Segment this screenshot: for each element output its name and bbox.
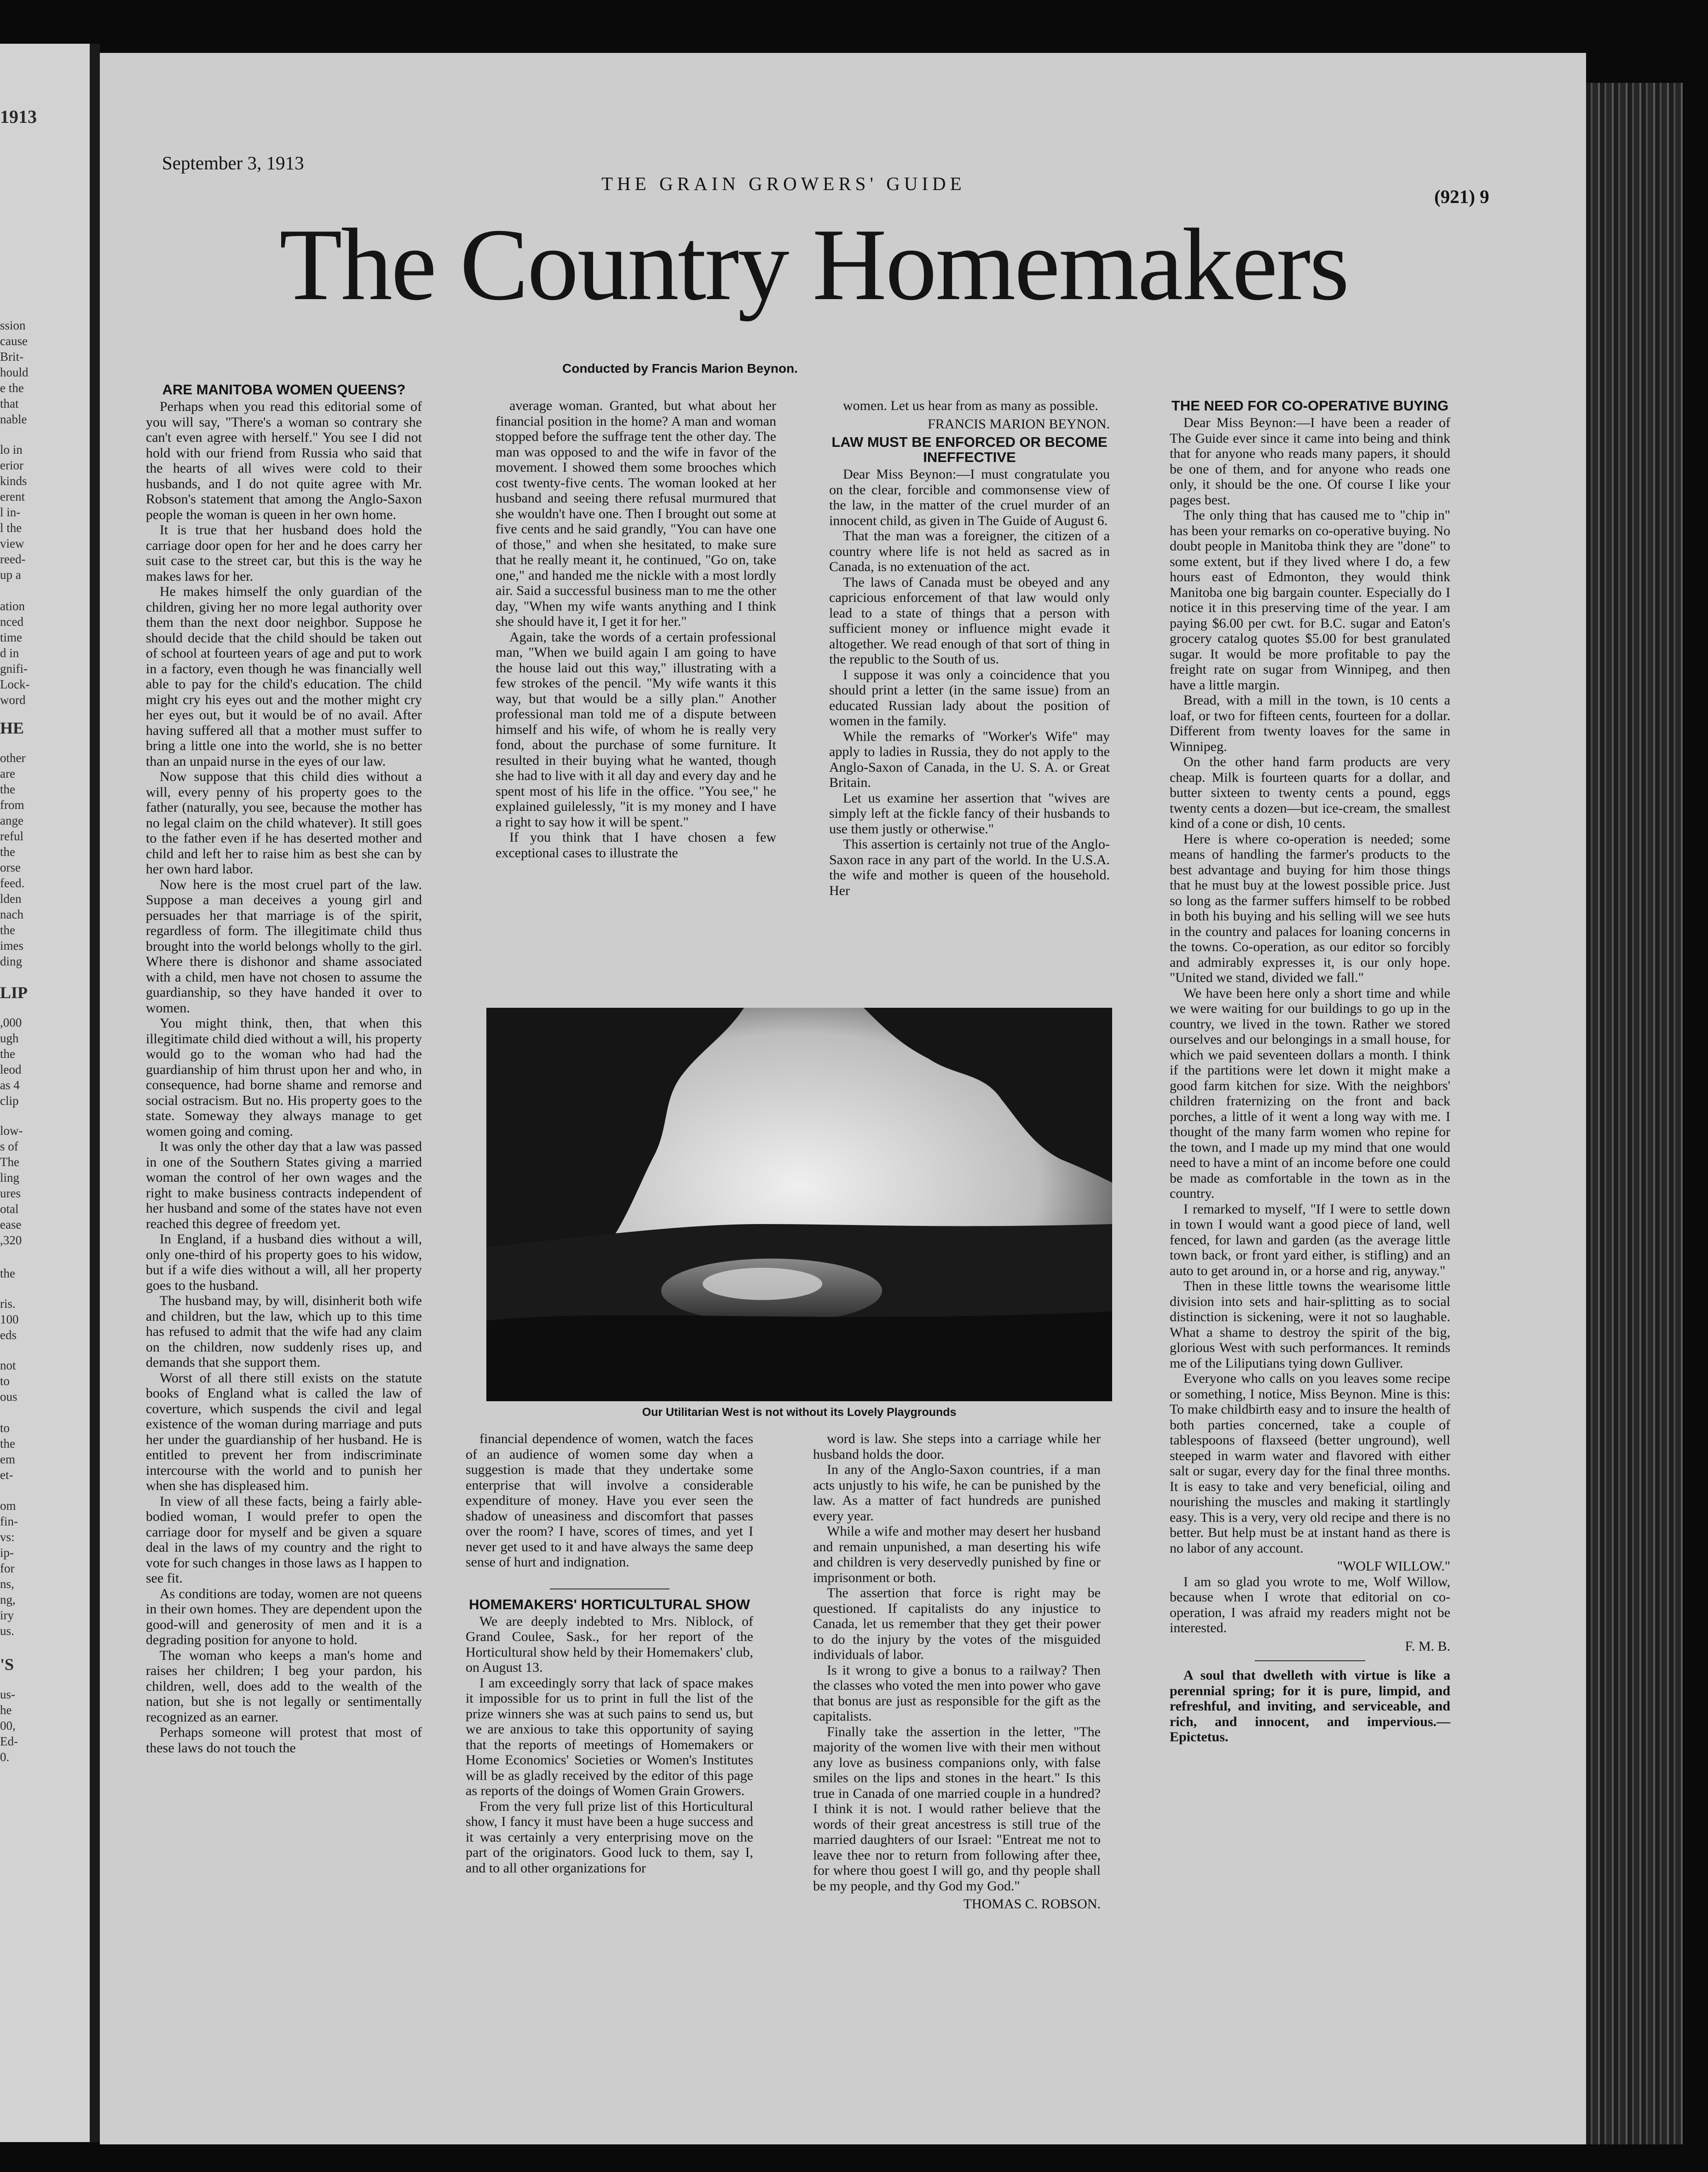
article-column-3-top: [829, 398, 1110, 898]
article-column-4: [1170, 398, 1450, 1745]
left-page-fragment-text: word: [0, 693, 26, 707]
paragraph: Perhaps when you read this editorial some of you will say, "There's a woman so contrary she can't even agree with herself." You see I did not hold with our friend from Russia who said that the hearts of all wives were cold to their husbands, and I do not quite agree with Mr. Robson's statement that among the Anglo-Saxon people the woman is queen in her own home.: [146, 399, 422, 522]
paragraph: The husband may, by will, disinherit both wife and children, but the law, which up to this time has refused to admit that the wife had any claim on the children, now suddenly rises up, and demands that she support them.: [146, 1293, 422, 1370]
left-page-fragment-text: iry: [0, 1608, 14, 1622]
left-page-fragment-text: as 4: [0, 1078, 20, 1092]
paragraph: We have been here only a short time and while we were waiting for our buildings to go up in the country, we lived in the town. Rather we stored ourselves and our belongings in a small house, for which we paid seventeen dollars a month. I think if the partitions were let down it might make a good farm kitchen for size. With the neighbors' children fraternizing on the front and back porches, a little of it went a long way with me. I thought of the many farm women who repine for the town, and I made up my mind that one would need to have a mint of an income before one could be made as comfortable in the town as in the country.: [1170, 985, 1450, 1201]
left-page-fragment-text: om: [0, 1499, 16, 1513]
left-page-fragment-text: ssion: [0, 318, 26, 332]
article-body-law-enforced: [829, 467, 1110, 898]
left-page-fragment-text: nable: [0, 412, 27, 426]
paragraph: While the remarks of "Worker's Wife" may apply to ladies in Russia, they do not apply to the Anglo-Saxon of Canada, in the U. S. A. or Great Britain.: [829, 728, 1110, 790]
left-page-fragment-text: feed.: [0, 876, 25, 890]
article-title-manitoba-women: ARE MANITOBA WOMEN QUEENS?: [162, 381, 406, 398]
paragraph: You might think, then, that when this illegitimate child died without a will, his property would go to the woman who had had the guardianship of him thrust upon her and who, in consequence, had borne shame and remorse and social ostracism. But no. His property goes to the state. Someway they always manage to get women going and coming.: [146, 1016, 422, 1139]
left-page-fragment-text: nced: [0, 615, 23, 629]
article-body-2-bottom: [466, 1431, 753, 1570]
left-page-fragment-text: ation: [0, 599, 25, 613]
paragraph: I am so glad you wrote to me, Wolf Willow, because when I wrote that editorial on co-operation, I was afraid my readers might not be interested.: [1170, 1574, 1450, 1635]
paragraph: Then in these little towns the wearisome little division into sets and hair-splitting as to social distinction is sickening, were it not so laughable. What a shame to destroy the spirit of the big, glorious West with such performances. It reminds me of the Liliputians tying down Gulliver.: [1170, 1278, 1450, 1371]
paragraph: Bread, with a mill in the town, is 10 cents a loaf, or two for fifteen cents, fourteen for a dollar. Different from twenty loaves for the same in Winnipeg.: [1170, 693, 1450, 754]
paragraph: financial dependence of women, watch the faces of an audience of women some day when a suggestion is made that they undertake some enterprise that will involve a considerable expenditure of money. Have you ever seen the shadow of uneasiness and discomfort that passes over the room? I have, scores of times, and yet I never get used to it and have always the same deep sense of hurt and indignation.: [466, 1431, 753, 1570]
left-page-fragment-text: ip-: [0, 1546, 14, 1560]
paragraph: From the very full prize list of this Horticultural show, I fancy it must have been a huge success and it was certainly a very enterprising move on the part of the originators. Good luck to them, say I, and to all other organizations for: [466, 1798, 753, 1876]
article-column-3-bottom: [813, 1431, 1101, 1912]
paragraph: Perhaps someone will protest that most of these laws do not touch the: [146, 1725, 422, 1756]
divider-rule: [1255, 1660, 1365, 1661]
paragraph: Worst of all there still exists on the statute books of England what is called the law of coverture, which suspends the civil and legal existence of the woman during marriage and puts her under the guardianship of her husband. He is entitled to prevent her from indiscriminate intercourse with the world and to punish her when she has displeased him.: [146, 1370, 422, 1493]
paragraph: It is true that her husband does hold the carriage door open for her and he does carry her suit case to the street car, but this is the way he makes laws for her.: [146, 522, 422, 584]
left-page-fragment-text: other: [0, 751, 26, 765]
left-page-fragment-text: et-: [0, 1468, 13, 1482]
article-body-3-bottom: [813, 1431, 1101, 1894]
left-page-fragment-text: ns,: [0, 1577, 14, 1591]
left-page-fragment-text: that: [0, 397, 19, 410]
article-column-1: [146, 382, 422, 1756]
left-page-fragment-text: ,320: [0, 1233, 22, 1247]
page-number: (921) 9: [1434, 186, 1489, 207]
left-page-fragment-text: hould: [0, 365, 29, 379]
left-page-fragment-text: us.: [0, 1624, 14, 1638]
left-page-fragment-text: up a: [0, 568, 21, 582]
paragraph: Here is where co-operation is needed; some means of handling the farmer's products to the best advantage and buying for him those things that he must buy at the lowest possible price. Just so long as the farmer suffers himself to be robbed in both his buying and his selling will we see huts in the country and palaces for loaning concerns in the towns. Co-operation, as our editor so forcibly and admirably expresses it, is our only hope. "United we stand, divided we fall.": [1170, 831, 1450, 985]
left-page-fragment-text: Ed-: [0, 1734, 18, 1748]
article-title-law-enforced: LAW MUST BE ENFORCED OR BECOME INEFFECTIVE: [831, 434, 1108, 465]
epictetus-quote: A soul that dwelleth with virtue is like a perennial spring; for it is pure, limpid, and refreshful, and inviting, and serviceable, and rich, and innocent, and impervious.—Epictetus.: [1170, 1668, 1450, 1745]
signature-robson: THOMAS C. ROBSON.: [963, 1896, 1101, 1912]
left-page-fragment-text: ris.: [0, 1297, 16, 1311]
paragraph: I suppose it was only a coincidence that you should print a letter (in the same issue) from an educated Russian lady about the position of women in the family.: [829, 667, 1110, 728]
page-gutter: [90, 44, 100, 2142]
left-page-fragment-text: the: [0, 845, 15, 859]
left-page-fragment-text: nach: [0, 907, 23, 921]
photo-caption: Our Utilitarian West is not without its Lovely Playgrounds: [642, 1406, 957, 1419]
article-body-2-top: [496, 398, 776, 861]
left-page-fragment-text: gnifi-: [0, 662, 28, 676]
left-page-fragment-text: ugh: [0, 1031, 19, 1045]
left-page-fragment-text: l in-: [0, 505, 21, 519]
paragraph: While a wife and mother may desert her husband and remain unpunished, a man deserting his wife and children is very deservedly punished by fine or imprisonment or both.: [813, 1524, 1101, 1585]
article-title-cooperative-buying: THE NEED FOR CO-OPERATIVE BUYING: [1171, 398, 1449, 414]
left-page-fragment-text: view: [0, 537, 24, 550]
left-page-fragment-text: fin-: [0, 1514, 18, 1528]
left-page-fragment-text: ease: [0, 1218, 22, 1231]
signature-fmb: F. M. B.: [1405, 1638, 1450, 1654]
left-page-fragment-text: 'S: [0, 1655, 14, 1674]
left-page-fragment-text: erior: [0, 458, 23, 472]
article-title-horticultural-show: HOMEMAKERS' HORTICULTURAL SHOW: [469, 1596, 750, 1612]
paragraph: We are deeply indebted to Mrs. Niblock, of Grand Coulee, Sask., for her report of the Horticultural show held by their Homemakers' club, on August 13.: [466, 1613, 753, 1675]
byline: Conducted by Francis Marion Beynon.: [562, 361, 798, 375]
left-page-fragment-text: eds: [0, 1328, 17, 1342]
left-page-fragment-text: em: [0, 1452, 15, 1466]
left-page-fragment-text: erent: [0, 490, 25, 503]
left-page-fragment-text: the: [0, 782, 15, 796]
left-page-fragment-text: LIP: [0, 983, 28, 1002]
left-page-fragment-text: ,000: [0, 1016, 22, 1029]
landscape-photo: [486, 1008, 1112, 1401]
article-body-cooperative: [1170, 415, 1450, 1556]
paragraph: Let us examine her assertion that "wives are simply left at the fickle fancy of their husbands to use them justly or otherwise.": [829, 790, 1110, 837]
article-body-horticultural: [466, 1614, 753, 1876]
binding-edge: [1586, 83, 1683, 2144]
left-page-fragment-text: Brit-: [0, 350, 23, 364]
paragraph: Now suppose that this child dies without a will, every penny of his property goes to the father (naturally, you see, because the mother has no legal claim on the child whatever). It still goes to the father even if he has deserted mother and child and left her to raise him as best she can by her own hard labor.: [146, 769, 422, 877]
newspaper-page: [100, 53, 1586, 2144]
left-page-fragment-text: The: [0, 1155, 19, 1169]
article-body-3-top: [829, 398, 1110, 414]
paragraph: I am exceedingly sorry that lack of space makes it impossible for us to print in full the list of the prize winners she was at such pains to send us, but we are anxious to take this opportunity of saying that the reports of meetings of Homemakers or Home Economics' Societies or Women's Institutes will be as gladly received by the editor of this page as reports of the doings of Women Grain Growers.: [466, 1675, 753, 1798]
left-page-fragment-text: 100: [0, 1312, 19, 1326]
paragraph: If you think that I have chosen a few exceptional cases to illustrate the: [496, 830, 776, 861]
paragraph: Again, take the words of a certain professional man, "When we build again I am going to have the house laid out this way," illustrating with a few strokes of the pencil. "My wife wants it this way, but that would be a silly plan." Another professional man told me of a dispute between himself and his wife, of whom he is really very fond, about the purchase of some furniture. It resulted in their buying what he wanted, though she had to live with it all day and every day and he spent most of his life in the office. "You see," he explained guilelessly, "it is my money and I have a right to say how it will be spent.": [496, 629, 776, 830]
issue-date: September 3, 1913: [162, 152, 304, 173]
left-page-fragment-text: 00,: [0, 1719, 16, 1733]
left-page-fragment-text: time: [0, 630, 22, 644]
left-page-fragment-text: ling: [0, 1171, 20, 1184]
left-page-fragment-text: ous: [0, 1390, 17, 1404]
paragraph: Everyone who calls on you leaves some recipe or something, I notice, Miss Beynon. Mine is this: To make childbirth easy and to insure the health of both parties concerned, take a couple of tablespoons of flaxseed (better unground), well steeped in warm water and flavored with either salt or sugar, every day for the final three months. It is easy to take and very beneficial, oiling and nourishing the muscles and making it startlingly easy. This is a very, very old recipe and there is no better. But help must be at instant hand as there is no labor of any account.: [1170, 1371, 1450, 1556]
article-column-2-bottom: [466, 1431, 753, 1876]
left-page-fragment-text: l the: [0, 521, 22, 535]
paragraph: In any of the Anglo-Saxon countries, if a man acts unjustly to his wife, he can be punished by the law. As a matter of fact hundreds are punished every year.: [813, 1462, 1101, 1524]
left-page-fragment-text: Lock-: [0, 677, 30, 691]
paragraph: Dear Miss Beynon:—I must congratulate you on the clear, forcible and commonsense view of the law, in the matter of the cruel murder of an innocent child, as given in The Guide of August 6.: [829, 467, 1110, 528]
left-page-fragment-text: ange: [0, 814, 23, 827]
paragraph: It was only the other day that a law was passed in one of the Southern States giving a married woman the control of her own wages and the right to make business contracts independent of her husband and some of the states have not even reached this degree of freedom yet.: [146, 1139, 422, 1231]
left-page-fragment-text: ding: [0, 954, 23, 968]
paragraph: I remarked to myself, "If I were to settle down in town I would want a good piece of land, well fenced, for lawn and garden (as the average little town back, or front yard either, is stifling) and an auto to get around in, or a horse and rig, anyway.": [1170, 1201, 1450, 1278]
paragraph: Dear Miss Beynon:—I have been a reader of The Guide ever since it came into being and think that for anyone who reads many papers, it should be one of them, and for anyone who reads one only, it should be the one. Of course I like your pages best.: [1170, 415, 1450, 508]
left-page-fragment-text: lden: [0, 892, 22, 906]
left-page-fragment-text: reful: [0, 829, 23, 843]
paragraph: The assertion that force is right may be questioned. If capitalists do any injustice to Canada, let us remember that they get their power to do the injury by the votes of the misguided individuals of labor.: [813, 1585, 1101, 1662]
paragraph: In England, if a husband dies without a will, only one-third of his property goes to his widow, but if a wife dies without a will, all her property goes to the husband.: [146, 1231, 422, 1293]
left-page-fragment-text: vs:: [0, 1530, 15, 1544]
left-page-fragment-text: otal: [0, 1202, 19, 1216]
left-page-fragment: [0, 44, 90, 2142]
paragraph: The laws of Canada must be obeyed and any capricious enforcement of that law would only lead to a state of things that a person with sufficient money or influence might evade it altogether. We read enough of that sort of thing in the republic to the South of us.: [829, 574, 1110, 667]
masthead: The Country Homemakers: [279, 208, 1348, 322]
left-page-fragment-text: ng,: [0, 1593, 16, 1606]
left-page-fragment-text: the: [0, 923, 15, 937]
left-page-fragment-text: leod: [0, 1063, 22, 1076]
paragraph: The only thing that has caused me to "chip in" has been your remarks on co-operative buying. No doubt people in Manitoba think they are "done" to some extent, but if they lived where I do, a few hours east of Edmonton, they would think Manitoba one big bargain counter. Especially do I notice it in this preserving time of the year. I am paying $6.00 per cwt. for B.C. sugar and Eaton's grocery catalog quotes $5.00 for best granulated sugar. It would be more profitable to pay the freight rate on sugar from Winnipeg, and then have a little margin.: [1170, 508, 1450, 693]
left-page-fragment-text: clip: [0, 1094, 19, 1108]
left-page-year: 1913: [0, 106, 37, 127]
paragraph: This assertion is certainly not true of the Anglo-Saxon race in any part of the world. In the U.S.A. the wife and mother is queen of the household. Her: [829, 837, 1110, 898]
paragraph: On the other hand farm products are very cheap. Milk is fourteen quarts for a dollar, and butter sixteen to twenty cents a pound, eggs twenty cents a dozen—but ice-cream, the smallest kind of a cone or dish, 10 cents.: [1170, 754, 1450, 831]
signature-beynon: FRANCIS MARION BEYNON.: [928, 416, 1110, 432]
left-page-fragment-text: lo in: [0, 443, 23, 456]
paragraph: That the man was a foreigner, the citizen of a country where life is not held as sacred as in Canada, is no extenuation of the act.: [829, 528, 1110, 574]
left-page-fragment-text: not: [0, 1358, 16, 1372]
left-page-fragment-text: the: [0, 1437, 15, 1450]
signature-wolf-willow: "WOLF WILLOW.": [1337, 1559, 1450, 1574]
paragraph: women. Let us hear from as many as possible.: [843, 398, 1098, 413]
left-page-fragment-text: imes: [0, 939, 23, 953]
left-page-fragment-text: the: [0, 1047, 15, 1061]
paragraph: As conditions are today, women are not queens in their own homes. They are dependent upon the good-will and generosity of men and it is a degrading position for anyone to hold.: [146, 1586, 422, 1647]
paragraph: Now here is the most cruel part of the law. Suppose a man deceives a young girl and persuades her that marriage is of the spirit, regardless of form. The illegitimate child thus brought into the world belongs wholly to the girl. Where there is dishonor and shame associated with a child, men have not chosen to assume the guardianship, so they have handed it over to women.: [146, 877, 422, 1016]
left-page-fragment-text: cause: [0, 334, 28, 348]
left-page-fragment-text: he: [0, 1703, 12, 1717]
left-page-fragment-text: 0.: [0, 1750, 10, 1764]
paragraph: He makes himself the only guardian of the children, giving her no more legal authority over them than the next door neighbor. Suppose he should decide that the child should be taken out of school at fourteen years of age and put to work in a factory, even though he was financially well able to pay for the child's education. The child might cry his eyes out and the mother might cry her eyes out, but it would be of no avail. After having suffered all that a mother must suffer to bring a little one into the world, she is no better than an unpaid nurse in the eyes of our law.: [146, 584, 422, 769]
paragraph: Finally take the assertion in the letter, "The majority of the women live with their men without any love as business companions only, with false smiles on the lips and stones in the heart." Is this true in Canada of one married couple in a hundred? I think it is not. I would rather believe that the words of their great ancestress is still true of the married daughters of our Israel: "Entreat me not to leave thee nor to return from following after thee, for where thou goest I will go, and thy people shall be my people, and thy God my God.": [813, 1724, 1101, 1894]
article-column-2-top: [496, 398, 776, 861]
left-page-fragment-text: low-: [0, 1124, 23, 1138]
left-page-fragment-text: from: [0, 798, 24, 812]
left-page-fragment-text: are: [0, 767, 15, 780]
left-page-fragment-text: d in: [0, 646, 19, 660]
left-page-fragment-text: e the: [0, 381, 24, 395]
left-page-fragment-text: for: [0, 1561, 15, 1575]
paragraph: average woman. Granted, but what about her financial position in the home? A man and woman stopped before the suffrage tent the other day. The man was opposed to and the wife in favor of the movement. I showed them some brooches which cost twenty-five cents. The woman looked at her husband and seeing there refusal murmured that she wouldn't have one. Then I brought out some at five cents and he said grandly, "You can have one of those," and when she hesitated, to make sure that he really meant it, he continued, "Go on, take one," and handed me the nickle with a most lordly air. Said a successful business man to me the other day, "When my wife wants anything and I think she should have it, I get it for her.": [496, 398, 776, 629]
left-page-fragment-text: reed-: [0, 552, 26, 566]
left-page-fragment-text: us-: [0, 1687, 15, 1701]
left-page-fragment-text: ures: [0, 1186, 21, 1200]
left-page-fragment-text: HE: [0, 719, 24, 737]
left-page-fragment-text: s of: [0, 1139, 18, 1153]
article-body-1: [146, 399, 422, 1756]
left-page-fragment-text: kinds: [0, 474, 27, 488]
paragraph: Is it wrong to give a bonus to a railway? Then the classes who voted the men into power who gave that bonus are just as responsible for the gift as the capitalists.: [813, 1662, 1101, 1724]
paragraph: word is law. She steps into a carriage while her husband holds the door.: [813, 1431, 1101, 1462]
paragraph: In view of all these facts, being a fairly able-bodied woman, I would prefer to open the carriage door for myself and be given a square deal in the laws of my country and the right to vote for such changes in those laws as I happen to see fit.: [146, 1493, 422, 1586]
paragraph: The woman who keeps a man's home and raises her children; I beg your pardon, his children, well, does add to the wealth of the nation, but she is not legally or sentimentally recognized as an earner.: [146, 1647, 422, 1725]
left-page-fragment-text: to: [0, 1374, 10, 1388]
journal-title: THE GRAIN GROWERS' GUIDE: [601, 173, 966, 194]
left-page-fragment-text: to: [0, 1421, 10, 1435]
left-page-fragment-text: orse: [0, 861, 21, 874]
left-page-fragment-text: the: [0, 1266, 15, 1280]
editor-reply: [1170, 1574, 1450, 1636]
